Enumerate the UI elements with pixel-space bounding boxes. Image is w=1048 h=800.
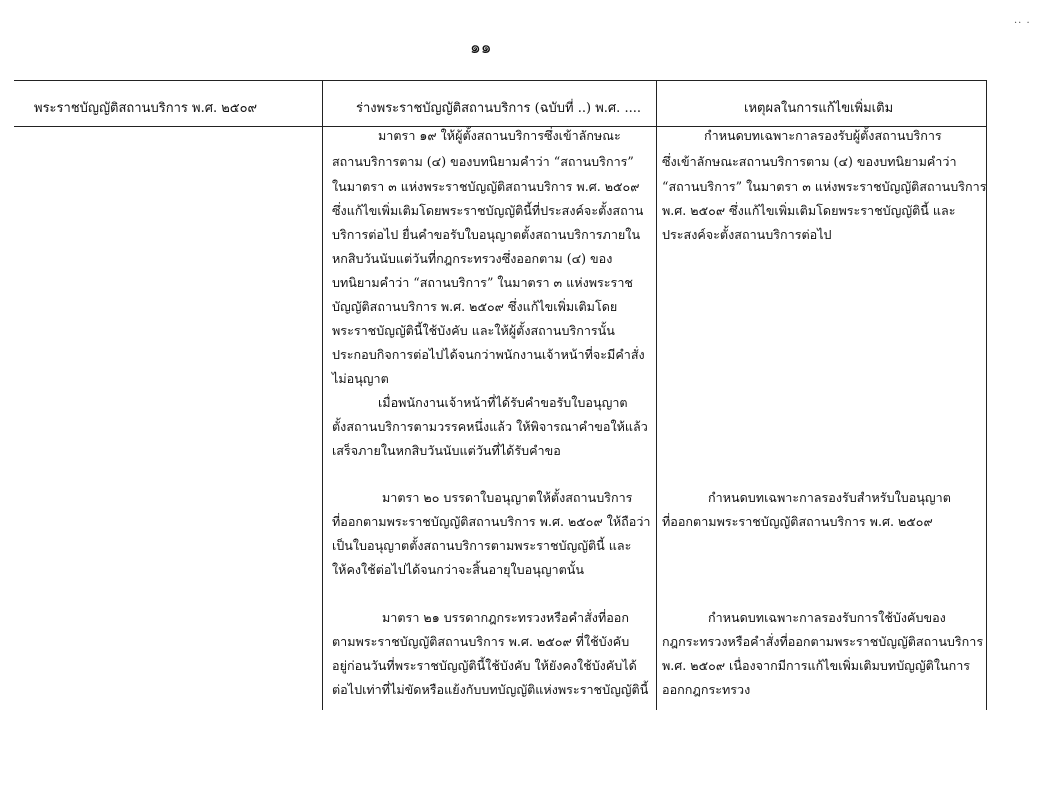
reason-line: ซึ่งเข้าลักษณะสถานบริการตาม (๔) ของบทนิยามคำว่า [662,154,957,169]
draft-line: ตามพระราชบัญญัติสถานบริการ พ.ศ. ๒๕๐๙ ที่ใช้บังคับ [332,634,630,649]
reason-line: “สถานบริการ” ในมาตรา ๓ แห่งพระราชบัญญัติสถานบริการ [662,179,987,194]
reason-line: กฎกระทรวงหรือคำสั่งที่ออกตามพระราชบัญญัติสถานบริการ [662,634,984,649]
draft-line: บทนิยามคำว่า “สถานบริการ” ในมาตรา ๓ แห่งพระราช [332,275,633,290]
draft-line: ในมาตรา ๓ แห่งพระราชบัญญัติสถานบริการ พ.ศ. ๒๕๐๙ [332,179,640,194]
reason-line: พ.ศ. ๒๕๐๙ ซึ่งแก้ไขเพิ่มเติมโดยพระราชบัญญัตินี้ และ [662,203,956,218]
reason-line: กำหนดบทเฉพาะกาลรองรับผู้ตั้งสถานบริการ [704,128,942,143]
draft-line: หกสิบวันนับแต่วันที่กฎกระทรวงซึ่งออกตาม (๔) ของ [332,251,613,266]
draft-line: มาตรา ๒๑ บรรดากฎกระทรวงหรือคำสั่งที่ออก [382,610,629,625]
draft-line: บริการต่อไป ยื่นคำขอรับใบอนุญาตตั้งสถานบริการภายใน [332,227,641,242]
draft-line: ให้คงใช้ต่อไปได้จนกว่าจะสิ้นอายุใบอนุญาตนั้น [332,562,585,577]
draft-line: ประกอบกิจการต่อไปได้จนกว่าพนักงานเจ้าหน้าที่จะมีคำสั่ง [332,347,645,362]
draft-line: สถานบริการตาม (๔) ของบทนิยามคำว่า “สถานบริการ” [332,154,634,169]
draft-line: ที่ออกตามพระราชบัญญัติสถานบริการ พ.ศ. ๒๕๐๙ ให้ถือว่า [332,514,651,529]
reason-line: กำหนดบทเฉพาะกาลรองรับการใช้บังคับของ [708,610,946,625]
draft-line: พระราชบัญญัตินี้ใช้บังคับ และให้ผู้ตั้งสถานบริการนั้น [332,323,615,338]
draft-line: เมื่อพนักงานเจ้าหน้าที่ได้รับคำขอรับใบอนุญาต [378,395,628,410]
draft-line: ตั้งสถานบริการตามวรรคหนึ่งแล้ว ให้พิจารณาคำขอให้แล้ว [332,419,648,434]
header-reasons: เหตุผลในการแก้ไขเพิ่มเติม [744,101,894,116]
column-divider-2 [656,80,657,710]
draft-line: อยู่ก่อนวันที่พระราชบัญญัตินี้ใช้บังคับ ให้ยังคงใช้บังคับได้ [332,658,637,673]
page-number: ๑๑ [470,38,492,58]
draft-line: ต่อไปเท่าที่ไม่ขัดหรือแย้งกับบทบัญญัติแห่งพระราชบัญญัตินี้ [332,682,649,697]
reason-line: ที่ออกตามพระราชบัญญัติสถานบริการ พ.ศ. ๒๕๐๙ [662,514,933,529]
header-current-act: พระราชบัญญัติสถานบริการ พ.ศ. ๒๕๐๙ [34,101,258,116]
reason-line: กำหนดบทเฉพาะกาลรองรับสำหรับใบอนุญาต [708,490,951,505]
draft-line: เป็นใบอนุญาตตั้งสถานบริการตามพระราชบัญญัตินี้ และ [332,538,632,553]
draft-line: ไม่อนุญาต [332,371,389,386]
draft-line: มาตรา ๒๐ บรรดาใบอนุญาตให้ตั้งสถานบริการ [382,490,633,505]
table-top-rule [14,80,986,81]
reason-line: ประสงค์จะตั้งสถานบริการต่อไป [662,227,832,242]
reason-line: พ.ศ. ๒๕๐๙ เนื่องจากมีการแก้ไขเพิ่มเติมบทบัญญัติในการ [662,658,971,673]
draft-line: บัญญัติสถานบริการ พ.ศ. ๒๕๐๙ ซึ่งแก้ไขเพิ่มเติมโดย [332,299,618,314]
scan-corner-mark: ·· · [1014,18,1031,29]
draft-line: ซึ่งแก้ไขเพิ่มเติมโดยพระราชบัญญัตินี้ที่ประสงค์จะตั้งสถาน [332,203,644,218]
table-right-rule [986,80,987,710]
table-header-rule [14,126,986,127]
draft-line: มาตรา ๑๙ ให้ผู้ตั้งสถานบริการซึ่งเข้าลักษณะ [378,128,621,143]
column-divider-1 [322,80,323,710]
draft-line: เสร็จภายในหกสิบวันนับแต่วันที่ได้รับคำขอ [332,443,561,458]
header-draft-act: ร่างพระราชบัญญัติสถานบริการ (ฉบับที่ ..) พ.ศ. .... [356,101,641,116]
reason-line: ออกกฎกระทรวง [662,682,751,697]
